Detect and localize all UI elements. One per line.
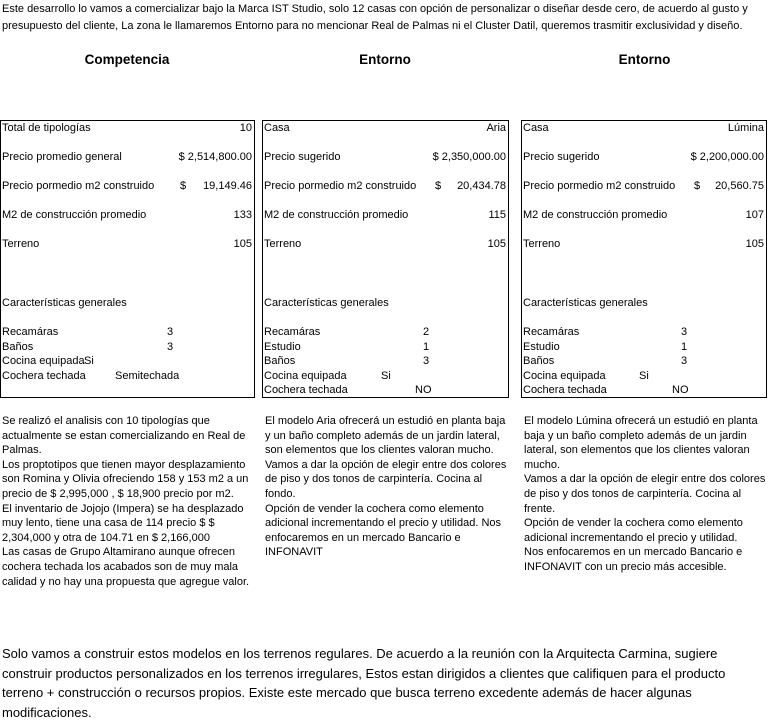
cell-label: Baños — [2, 341, 34, 353]
cell-value: 2 — [423, 326, 430, 338]
cell-value: 105 — [745, 238, 764, 250]
cell-label: Terreno — [264, 238, 302, 250]
cell-label: Casa — [523, 122, 549, 134]
cell-value: 20,434.78 — [457, 180, 506, 192]
row-estudio — [523, 340, 764, 355]
cell-label: M2 de construcción promedio — [264, 209, 409, 221]
description-paragraph: Las casas de Grupo Altamirano aunque ofrecen cochera techada los acabados son de muy mala calidad y no hay una propuesta que agregue valor. — [2, 546, 250, 588]
cell-label: Cochera techada — [523, 384, 607, 396]
cell-label: Precio pormedio m2 construido — [264, 180, 417, 192]
cell-value: Lúmina — [727, 122, 764, 134]
cell-label: Casa — [264, 122, 290, 134]
cell-value: $ 2,514,800.00 — [178, 151, 252, 163]
cell-label: Baños — [264, 355, 296, 367]
cell-label: M2 de construcción promedio — [523, 209, 668, 221]
row-m2-construccion — [2, 208, 252, 223]
aria-table — [262, 120, 509, 398]
cell-label: Baños — [523, 355, 555, 367]
row-banos — [523, 354, 764, 369]
row-precio-promedio — [2, 150, 252, 165]
cell-value: 20,560.75 — [715, 180, 764, 192]
row-casa — [523, 121, 764, 136]
row-precio-m2 — [2, 179, 252, 194]
row-banos — [264, 354, 506, 369]
cell-value: 3 — [423, 355, 430, 367]
cell-value: 105 — [233, 238, 252, 250]
row-cocina — [523, 369, 764, 384]
cell-label: M2 de construcción promedio — [2, 209, 147, 221]
row-caracteristicas — [523, 296, 764, 311]
cell-value: 107 — [745, 209, 764, 221]
cell-value: 1 — [681, 341, 688, 353]
description-paragraph: Los proptotipos que tienen mayor desplazamiento son Romina y Olivia ofreciendo 158 y 153 m2 a un precio de $ 2,995,000 , $ 18,900 precio por m2. — [2, 458, 249, 500]
cell-label: Cochera techada — [2, 370, 86, 382]
cell-label: Precio promedio general — [2, 151, 122, 163]
description-paragraph: Se realizó el analisis con 10 tipologías que actualmente se estan comercializando en Real de Palmas. — [2, 415, 246, 457]
lumina-description — [524, 414, 768, 575]
cell-label: Precio sugerido — [264, 151, 341, 163]
cell-value: Si — [84, 355, 94, 367]
cell-value: 3 — [167, 341, 174, 353]
cell-value: 3 — [167, 326, 174, 338]
cell-label: Terreno — [523, 238, 561, 250]
cell-label: Estudio — [264, 341, 301, 353]
row-recamaras — [2, 325, 252, 340]
cell-label: Recamáras — [523, 326, 580, 338]
description-paragraph: Nos enfocaremos en un mercado Bancario e INFONAVIT con un precio más accesible. — [524, 546, 743, 573]
row-casa — [264, 121, 506, 136]
cell-value: $ 2,350,000.00 — [432, 151, 506, 163]
competencia-table — [0, 120, 255, 398]
description-paragraph: Vamos a dar la opción de elegir entre dos colores de piso y dos tonos de carpintería. Cocina al frente. — [524, 473, 766, 515]
cell-label: Precio sugerido — [523, 151, 600, 163]
cell-label: Cocina equipada — [2, 355, 85, 367]
row-terreno — [264, 237, 506, 252]
cell-label: Características generales — [264, 297, 389, 309]
cell-label: Características generales — [523, 297, 648, 309]
cell-value: 105 — [487, 238, 506, 250]
row-recamaras — [523, 325, 764, 340]
description-paragraph: Opción de vender la cochera como elemento adicional incrementando el precio y utilidad. Nos enfocaremos en un mercado Bancario e INFONAVIT — [265, 502, 502, 559]
row-terreno — [523, 237, 764, 252]
description-paragraph: El modelo Aria ofrecerá un estudió en planta baja y un baño completo además de un jardin lateral, son elementos que los clientes valoran mucho. — [265, 415, 506, 457]
title-entorno-lumina: Entorno — [618, 52, 671, 67]
title-competencia: Competencia — [84, 52, 170, 67]
cell-value: 3 — [681, 355, 688, 367]
row-cochera — [2, 369, 252, 384]
cell-currency: $ — [180, 180, 187, 192]
cell-value: Aria — [486, 122, 506, 134]
cell-value: 1 — [423, 341, 430, 353]
competencia-description — [2, 414, 254, 589]
row-m2-construccion — [264, 208, 506, 223]
cell-label: Precio pormedio m2 construido — [2, 180, 155, 192]
lumina-table — [521, 120, 767, 398]
cell-label: Características generales — [2, 297, 127, 309]
cell-value: 115 — [488, 209, 506, 221]
cell-label: Cocina equipada — [523, 370, 606, 382]
row-precio-m2 — [264, 179, 506, 194]
cell-value: Semitechada — [115, 370, 180, 382]
cell-currency: $ — [435, 180, 442, 192]
row-terreno — [2, 237, 252, 252]
row-precio-m2 — [523, 179, 764, 194]
cell-value: NO — [672, 384, 689, 396]
row-cochera — [264, 383, 506, 398]
description-paragraph: El inventario de Jojojo (Impera) se ha desplazado muy lento, tiene una casa de 114 precio $ $ 2,304,000 y otra de 104.71 en $ 2,166,000 — [2, 502, 244, 544]
cell-currency: $ — [694, 180, 701, 192]
cell-value: 3 — [681, 326, 688, 338]
row-precio-sugerido — [523, 150, 764, 165]
row-cochera — [523, 383, 764, 398]
row-caracteristicas — [264, 296, 506, 311]
description-paragraph: Opción de vender la cochera como elemento adicional incrementando el precio y utilidad. — [524, 517, 743, 544]
row-cocina — [264, 369, 506, 384]
row-caracteristicas — [2, 296, 252, 311]
description-paragraph: El modelo Lúmina ofrecerá un estudió en planta baja y un baño completo además de un jardin lateral, son elementos que los clientes valoran mucho. — [524, 415, 758, 471]
cell-label: Precio pormedio m2 construido — [523, 180, 676, 192]
row-m2-construccion — [523, 208, 764, 223]
cell-label: Total de tipologías — [2, 122, 91, 134]
cell-value: NO — [415, 384, 432, 396]
cell-value: Si — [381, 370, 391, 382]
title-entorno-aria: Entorno — [359, 52, 411, 67]
cell-value: 19,149.46 — [203, 180, 252, 192]
cell-label: Recamáras — [2, 326, 59, 338]
cell-label: Estudio — [523, 341, 560, 353]
cell-value: 133 — [233, 209, 252, 221]
cell-value: 10 — [239, 122, 252, 134]
description-paragraph: Vamos a dar la opción de elegir entre dos colores de piso y dos tonos de carpintería. Cocina al fondo. — [265, 458, 507, 500]
row-cocina — [2, 354, 252, 369]
cell-label: Recamáras — [264, 326, 321, 338]
row-total-tipologias — [2, 121, 252, 136]
intro-paragraph: Este desarrollo lo vamos a comercializar bajo la Marca IST Studio, solo 12 casas con opción de personalizar o diseñar desde cero, de acuerdo al gusto y presupuesto del cliente, La zona le llamaremos Entorno para no mencionar Real de Palmas ni el Cluster Datil, queremos trasmitir exclusividad y diseño. — [2, 3, 748, 32]
cell-value: Si — [639, 370, 649, 382]
cell-label: Cocina equipada — [264, 370, 347, 382]
row-banos — [2, 340, 252, 355]
closing-paragraph: Solo vamos a construir estos modelos en los terrenos regulares. De acuerdo a la reunión con la Arquitecta Carmina, sugiere construir productos personalizados en los terrenos irregulares, Estos estan dirigidos a clientes que califiquen para el producto terreno + construcción o recursos propios. Existe este mercado que busca terreno excedente además de hacer algunas modificaciones. — [2, 646, 726, 720]
cell-label: Cochera techada — [264, 384, 348, 396]
cell-value: $ 2,200,000.00 — [690, 151, 764, 163]
aria-description — [265, 414, 511, 560]
cell-label: Terreno — [2, 238, 40, 250]
row-recamaras — [264, 325, 506, 340]
row-estudio — [264, 340, 506, 355]
row-precio-sugerido — [264, 150, 506, 165]
